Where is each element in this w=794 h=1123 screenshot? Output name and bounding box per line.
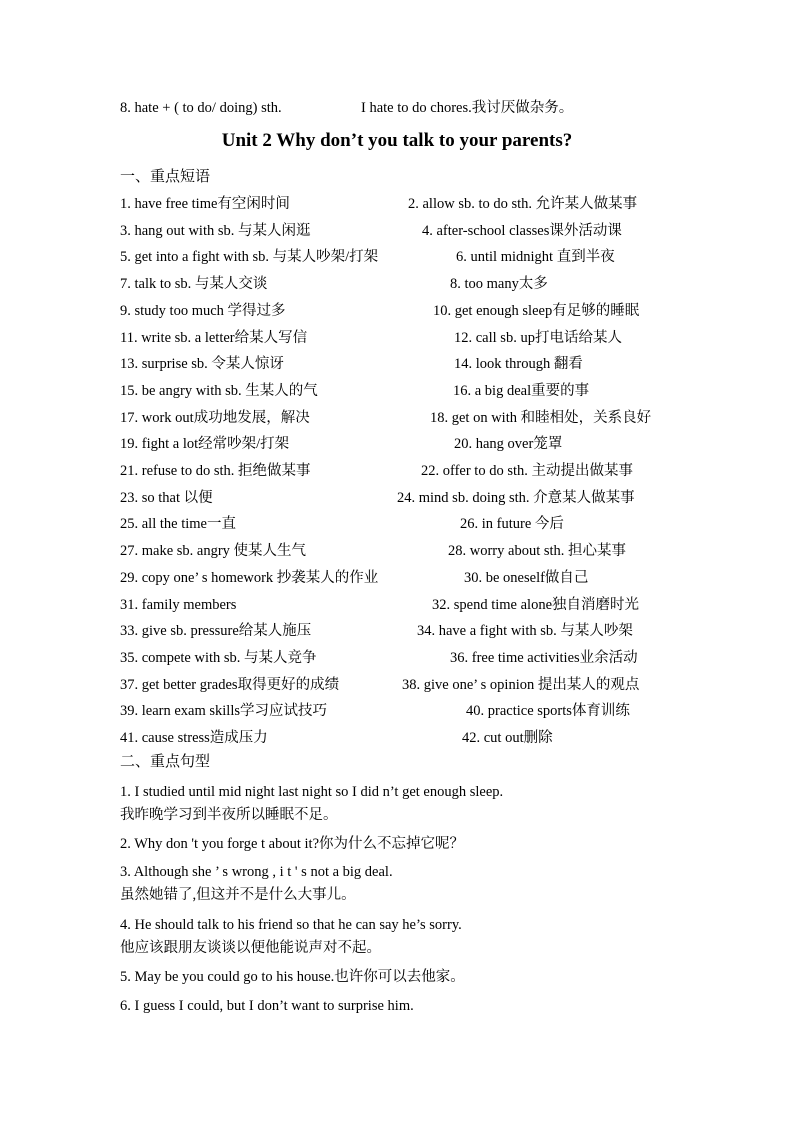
phrase-right: 6. until midnight 直到半夜 (456, 249, 615, 266)
section-heading-phrases: 一、重点短语 (120, 169, 211, 185)
phrase-left: 27. make sb. angry 使某人生气 (120, 543, 307, 560)
phrase-left: 21. refuse to do sth. 拒绝做某事 (120, 463, 311, 479)
phrase-right: 22. offer to do sth. 主动提出做某事 (421, 463, 633, 479)
phrase-left: 25. all the time一直 (120, 516, 236, 533)
phrase-right: 36. free time activities业余活动 (450, 649, 638, 666)
phrase-row (120, 194, 720, 214)
phrase-row (120, 675, 720, 695)
phrase-left: 23. so that 以便 (120, 489, 213, 506)
sentence-line: 5. May be you could go to his house.也许你可以去他家。 (120, 969, 465, 985)
phrase-row (120, 408, 720, 428)
phrase-row (120, 221, 720, 241)
section-heading-sentences: 二、重点句型 (120, 754, 211, 770)
phrase-row (120, 247, 720, 267)
phrase-row (120, 461, 720, 481)
phrase-row (120, 514, 720, 534)
phrase-right: 14. look through 翻看 (454, 356, 583, 373)
phrase-row (120, 568, 720, 588)
phrase-row (120, 328, 720, 348)
phrase-right: 18. get on with 和睦相处，关系良好 (430, 409, 652, 426)
top-line-left: 8. hate + ( to do/ doing) sth. (120, 100, 282, 116)
phrase-left: 37. get better grades取得更好的成绩 (120, 676, 340, 693)
phrase-right: 28. worry about sth. 担心某事 (448, 543, 627, 560)
phrase-right: 32. spend time alone独自消磨时光 (432, 596, 639, 613)
phrase-right: 16. a big deal重要的事 (453, 382, 590, 399)
phrase-right: 24. mind sb. doing sth. 介意某人做某事 (397, 489, 635, 506)
phrase-row (120, 728, 720, 748)
phrase-right: 20. hang over笼罩 (454, 436, 563, 453)
phrase-left: 17. work out成功地发展，解决 (120, 409, 310, 426)
phrase-left: 15. be angry with sb. 生某人的气 (120, 382, 318, 399)
top-line-right: I hate to do chores.我讨厌做杂务。 (361, 100, 574, 116)
phrase-left: 33. give sb. pressure给某人施压 (120, 623, 312, 640)
phrase-right: 42. cut out删除 (462, 730, 553, 746)
phrase-row (120, 301, 720, 321)
phrase-left: 7. talk to sb. 与某人交谈 (120, 276, 268, 293)
sentence-line: 虽然她错了,但这并不是什么大事儿。 (120, 887, 356, 903)
phrase-right: 8. too many太多 (450, 276, 548, 293)
phrase-right: 10. get enough sleep有足够的睡眠 (433, 302, 640, 319)
phrase-right: 2. allow sb. to do sth. 允许某人做某事 (408, 196, 638, 212)
phrase-left: 9. study too much 学得过多 (120, 302, 286, 319)
phrase-row (120, 488, 720, 508)
phrase-left: 5. get into a fight with sb. 与某人吵架/打架 (120, 249, 379, 266)
phrase-row (120, 354, 720, 374)
sentence-line: 3. Although she ’ s wrong , i t ' s not a big deal. (120, 864, 393, 880)
top-line (120, 98, 574, 118)
sentence-line: 1. I studied until mid night last night so I did n’t get enough sleep. (120, 784, 504, 800)
sentence-line: 6. I guess I could, but I don’t want to surprise him. (120, 998, 414, 1014)
phrase-row (120, 274, 720, 294)
phrase-left: 19. fight a lot经常吵架/打架 (120, 436, 290, 453)
phrase-right: 30. be oneself做自己 (464, 569, 589, 586)
phrase-left: 11. write sb. a letter给某人写信 (120, 329, 308, 346)
phrase-left: 31. family members (120, 596, 237, 613)
phrase-right: 40. practice sports体育训练 (466, 703, 630, 720)
phrase-row (120, 621, 720, 641)
phrase-left: 35. compete with sb. 与某人竞争 (120, 649, 317, 666)
phrase-right: 34. have a fight with sb. 与某人吵架 (417, 623, 633, 640)
phrase-left: 13. surprise sb. 令某人惊讶 (120, 356, 284, 373)
phrase-left: 41. cause stress造成压力 (120, 730, 268, 746)
sentence-line: 4. He should talk to his friend so that he can say he’s sorry. (120, 917, 462, 933)
phrase-left: 29. copy one’ s homework 抄袭某人的作业 (120, 569, 379, 586)
phrase-right: 12. call sb. up打电话给某人 (454, 329, 622, 346)
phrase-left: 3. hang out with sb. 与某人闲逛 (120, 222, 311, 239)
phrase-left: 1. have free time有空闲时间 (120, 196, 290, 212)
phrase-left: 39. learn exam skills学习应试技巧 (120, 703, 327, 720)
phrase-row (120, 434, 720, 454)
phrase-row (120, 595, 720, 615)
phrase-row (120, 381, 720, 401)
phrase-row (120, 541, 720, 561)
sentence-line: 我昨晚学习到半夜所以睡眠不足。 (120, 807, 338, 823)
unit-title: Unit 2 Why don’t you talk to your parents? (221, 130, 573, 151)
phrase-right: 26. in future 今后 (460, 516, 564, 533)
phrase-right: 4. after-school classes课外活动课 (422, 222, 622, 239)
sentence-line: 他应该跟朋友谈谈以便他能说声对不起。 (120, 940, 381, 956)
phrase-row (120, 648, 720, 668)
phrase-row (120, 701, 720, 721)
sentence-line: 2. Why don 't you forge t about it?你为什么不忘掉它呢？ (120, 836, 465, 852)
phrase-right: 38. give one’ s opinion 提出某人的观点 (402, 676, 640, 693)
